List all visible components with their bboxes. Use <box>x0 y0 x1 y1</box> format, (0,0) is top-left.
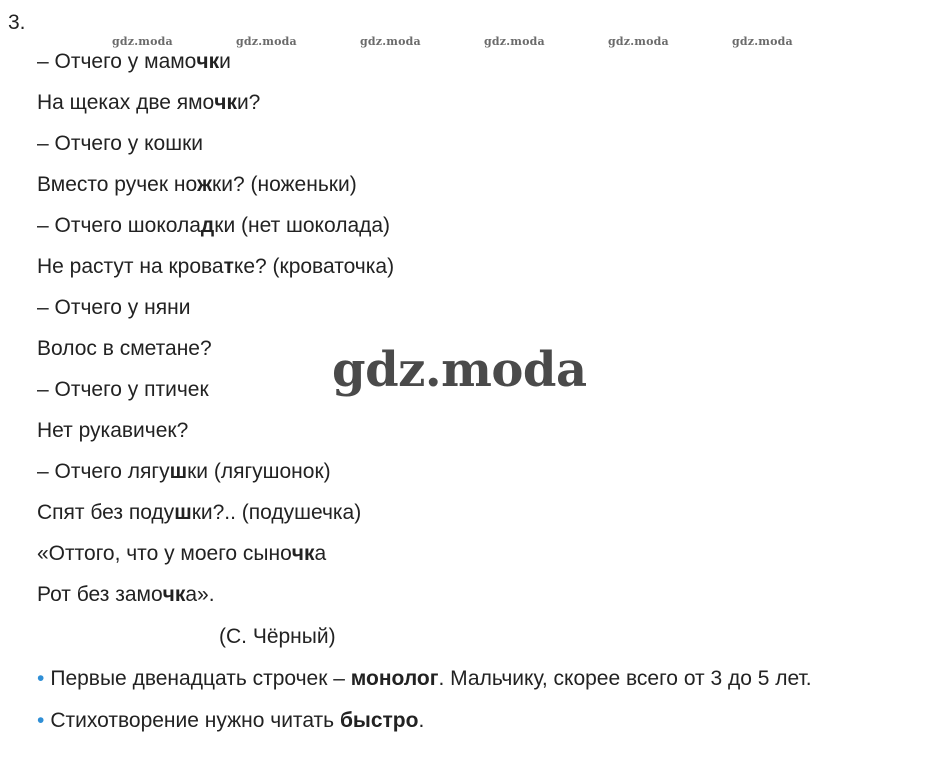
line-text: Рот без замо <box>37 583 163 606</box>
poem-line <box>37 581 394 622</box>
line-text: ке? (кроваточка) <box>233 255 395 278</box>
poem-line <box>37 417 394 458</box>
watermark-text: gdz.moda <box>732 35 793 48</box>
poem-line <box>37 89 394 130</box>
highlighted-letters: чк <box>214 91 237 114</box>
line-text: ки?.. (подушечка) <box>191 501 362 524</box>
line-text: – Отчего шокола <box>37 214 201 237</box>
highlighted-letters: чк <box>196 50 220 73</box>
poem-line <box>37 171 394 212</box>
watermark-text: gdz.moda <box>360 35 421 48</box>
line-text: Волос в сметане? <box>37 337 212 360</box>
line-text: ки? (ноженьки) <box>212 173 357 196</box>
highlighted-letters: чк <box>291 542 315 565</box>
line-text: – Отчего у няни <box>37 296 191 319</box>
highlighted-letters: ж <box>197 173 213 196</box>
watermark-text: gdz.moda <box>484 35 545 48</box>
watermark-logo: gdz.moda <box>332 342 587 398</box>
line-text: . Мальчику, скорее всего от 3 до 5 лет. <box>438 667 812 690</box>
poem-line <box>37 212 394 253</box>
line-text: Не растут на крова <box>37 255 224 278</box>
line-text: . <box>418 709 425 732</box>
watermark-text: gdz.moda <box>112 35 173 48</box>
watermark-text: gdz.moda <box>608 35 669 48</box>
poem-line <box>37 130 394 171</box>
poem-line <box>37 253 394 294</box>
poem-author: (С. Чёрный) <box>219 625 336 648</box>
highlighted-letters: т <box>223 255 234 278</box>
poem <box>37 48 394 622</box>
notes-list <box>37 665 812 749</box>
poem-line <box>37 540 394 581</box>
line-text: и? <box>236 91 261 114</box>
line-text: Первые двенадцать строчек – <box>50 667 351 690</box>
note-item <box>37 665 812 707</box>
line-text: – Отчего у кошки <box>37 132 204 155</box>
poem-line <box>37 499 394 540</box>
note-item <box>37 707 812 749</box>
poem-line <box>37 458 394 499</box>
line-text: Стихотворение нужно читать <box>50 709 340 732</box>
highlighted-letters: чк <box>162 583 186 606</box>
highlighted-letters: д <box>200 214 215 237</box>
line-text: Спят без поду <box>37 501 175 524</box>
highlighted-letters: ш <box>174 501 192 524</box>
line-text: а <box>314 542 327 565</box>
line-text: Нет рукавичек? <box>37 419 189 442</box>
line-text: и <box>219 50 231 73</box>
bullet-icon: • <box>37 709 45 732</box>
watermark-text: gdz.moda <box>236 35 297 48</box>
line-text: Вместо ручек но <box>37 173 198 196</box>
line-text: «Оттого, что у моего сыно <box>37 542 292 565</box>
line-text: На щеках две ямо <box>37 91 215 114</box>
line-text: а». <box>185 583 215 606</box>
poem-line <box>37 294 394 335</box>
line-text: ки (нет шоколада) <box>214 214 391 237</box>
poem-line <box>37 48 394 89</box>
highlighted-letters: ш <box>169 460 188 483</box>
line-text: – Отчего у мамо <box>37 50 197 73</box>
task-number: 3. <box>8 11 26 34</box>
line-text: ки (лягушонок) <box>187 460 331 483</box>
highlighted-letters: монолог <box>350 667 439 690</box>
line-text: – Отчего лягу <box>37 460 170 483</box>
bullet-icon: • <box>37 667 45 690</box>
highlighted-letters: быстро <box>339 709 419 732</box>
line-text: – Отчего у птичек <box>37 378 209 401</box>
